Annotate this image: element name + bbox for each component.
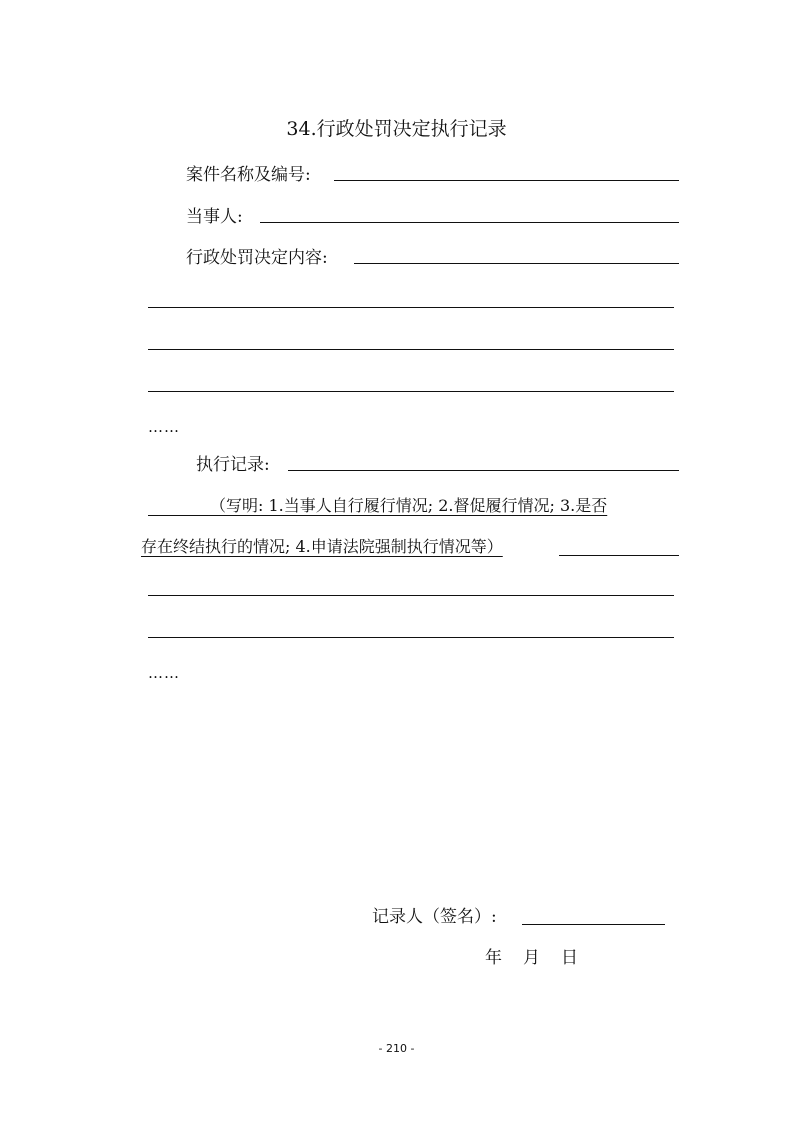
decision-content-label: 行政处罚决定内容: (186, 248, 328, 268)
page-number: - 210 - (378, 1042, 415, 1055)
exec-record-line[interactable] (148, 595, 674, 596)
note-leading-line (148, 515, 210, 516)
recorder-signature-field[interactable] (522, 924, 665, 925)
exec-record-field[interactable] (288, 470, 679, 471)
instruction-note-line-1: （写明: 1.当事人自行履行情况; 2.督促履行情况; 3.是否 (210, 496, 608, 515)
ellipsis: …… (148, 418, 180, 436)
note-trailing-line (559, 555, 679, 556)
exec-record-line[interactable] (148, 637, 674, 638)
document-title: 34.行政处罚决定执行记录 (286, 118, 507, 140)
date-month-label: 月 (523, 948, 540, 968)
decision-content-line[interactable] (148, 391, 674, 392)
decision-content-line[interactable] (148, 349, 674, 350)
case-name-field[interactable] (334, 180, 679, 181)
ellipsis: …… (148, 664, 180, 682)
party-label: 当事人: (186, 207, 243, 227)
date-day-label: 日 (561, 948, 578, 968)
date-year-label: 年 (485, 948, 502, 968)
decision-content-line[interactable] (148, 307, 674, 308)
party-field[interactable] (260, 222, 679, 223)
recorder-signature-label: 记录人（签名）: (372, 907, 497, 927)
case-name-label: 案件名称及编号: (186, 165, 311, 185)
instruction-note-line-2: 存在终结执行的情况; 4.申请法院强制执行情况等） (141, 537, 503, 556)
decision-content-field[interactable] (354, 263, 679, 264)
exec-record-label: 执行记录: (196, 455, 270, 475)
